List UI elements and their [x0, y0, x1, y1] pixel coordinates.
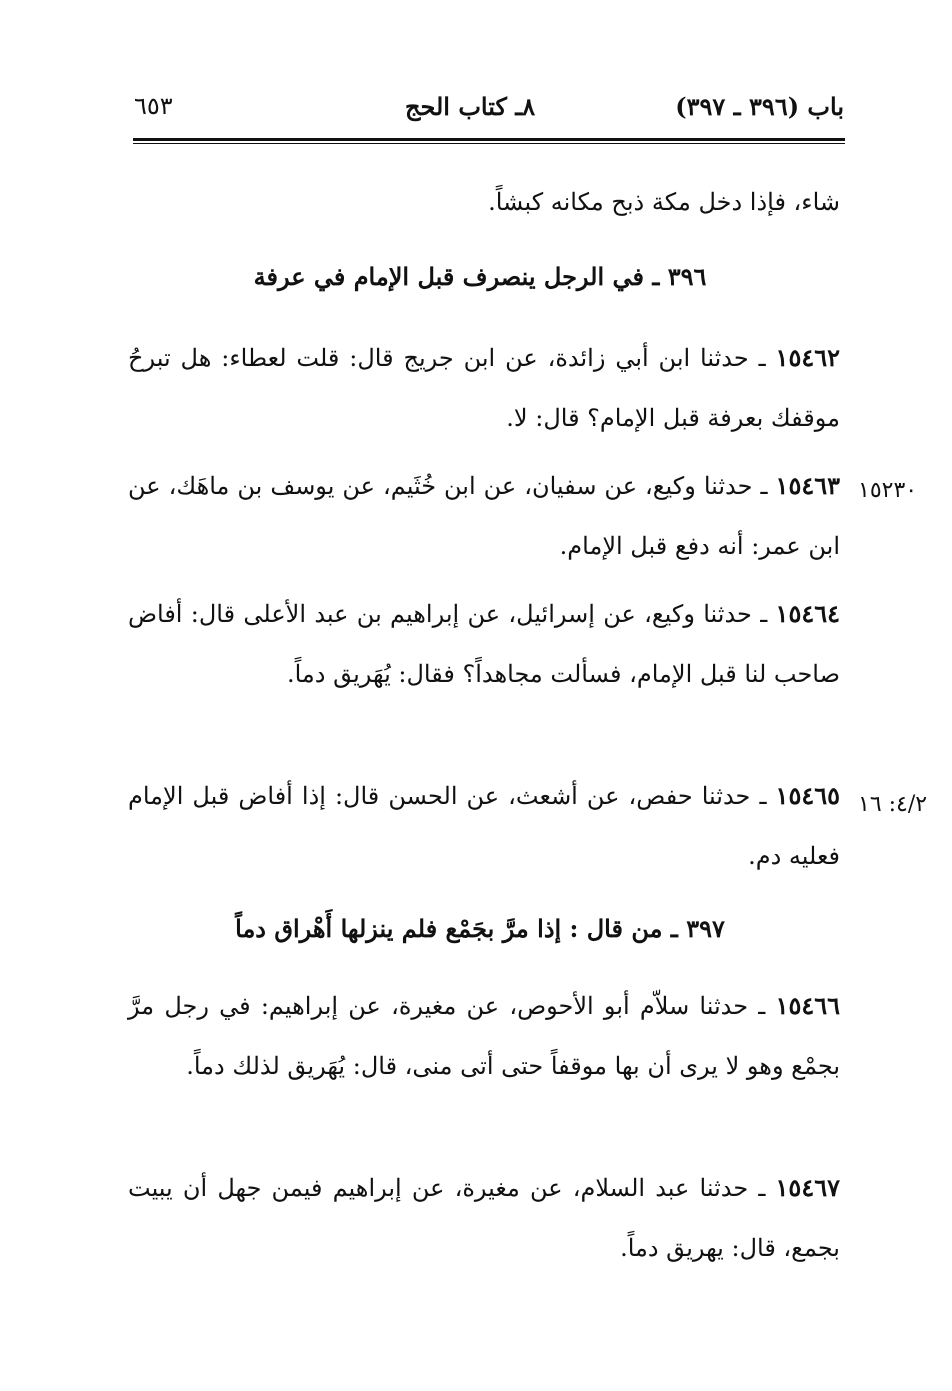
hadith-15464 [128, 584, 840, 704]
hadith-15467 [128, 1158, 840, 1278]
header-rule [133, 138, 845, 141]
hadith-15466 [128, 976, 840, 1096]
hadith-text: ـ حدثنا وكيع، عن سفيان، عن ابن خُثَيم، عن يوسف بن ماهَك، عن ابن عمر: أنه دفع قبل الإمام. [128, 472, 840, 560]
hadith-15462 [128, 328, 840, 448]
book-title: ٨ـ كتاب الحج [405, 92, 536, 121]
chapter-header: باب (٣٩٦ ـ ٣٩٧) [675, 92, 844, 121]
header-rule-thin [133, 143, 845, 144]
hadith-number: ١٥٤٦٢ [775, 343, 840, 372]
section-heading-397: ٣٩٧ ـ من قال : إذا مرَّ بجَمْع فلم ينزلها أَهْراق دماً [235, 914, 725, 943]
margin-reference: ٤/٢: ١٦ [858, 792, 928, 817]
hadith-number: ١٥٤٦٤ [775, 599, 840, 628]
margin-reference: ١٥٢٣٠ [858, 478, 918, 503]
hadith-15465 [128, 766, 840, 886]
hadith-text: ـ حدثنا وكيع، عن إسرائيل، عن إبراهيم بن عبد الأعلى قال: أفاض صاحب لنا قبل الإمام، فسألت مجاهداً؟ فقال: يُهَريق دماً. [128, 600, 840, 688]
hadith-text: ـ حدثنا ابن أبي زائدة، عن ابن جريج قال: قلت لعطاء: هل تبرحُ موقفك بعرفة قبل الإمام؟ قال: لا. [128, 344, 840, 432]
hadith-number: ١٥٤٦٧ [775, 1173, 840, 1202]
hadith-text: ـ حدثنا عبد السلام، عن مغيرة، عن إبراهيم فيمن جهل أن يبيت بجمع، قال: يهريق دماً. [128, 1174, 840, 1262]
hadith-number: ١٥٤٦٣ [775, 471, 840, 500]
hadith-15463 [128, 456, 840, 576]
section-heading-396: ٣٩٦ ـ في الرجل ينصرف قبل الإمام في عرفة [253, 262, 707, 291]
hadith-text: ـ حدثنا سلاّم أبو الأحوص، عن مغيرة، عن إبراهيم: في رجل مرَّ بجمْع وهو لا يرى أن بها موقفاً حتى أتى منى، قال: يُهَريق لذلك دماً. [128, 992, 840, 1080]
intro-line: شاء، فإذا دخل مكة ذبح مكانه كبشاً. [488, 188, 840, 216]
hadith-number: ١٥٤٦٦ [775, 991, 841, 1020]
hadith-number: ١٥٤٦٥ [775, 781, 840, 810]
hadith-text: ـ حدثنا حفص، عن أشعث، عن الحسن قال: إذا أفاض قبل الإمام فعليه دم. [128, 782, 840, 870]
page-number: ٦٥٣ [134, 92, 173, 120]
